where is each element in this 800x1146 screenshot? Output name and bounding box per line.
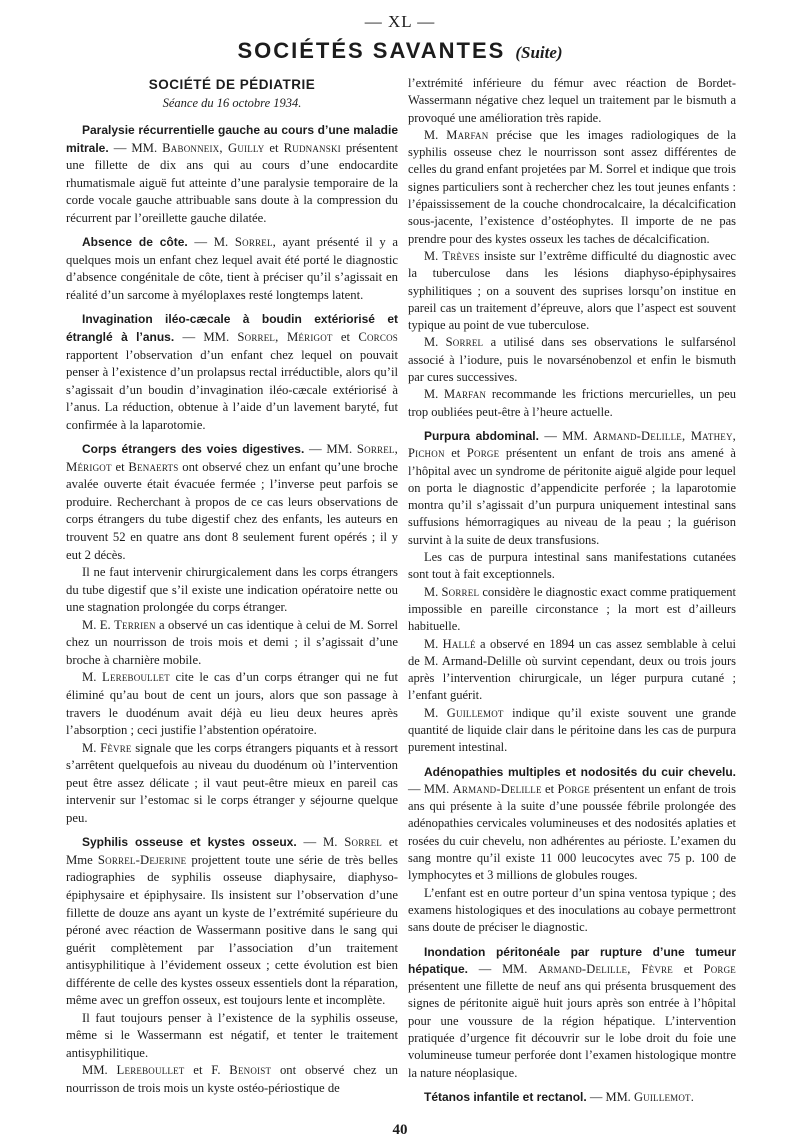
section-title: SOCIÉTÉS SAVANTES (237, 38, 506, 63)
author-name: Sorrel (344, 835, 383, 850)
body-text: précise que les images radiologiques de la syphilis osseuse chez le nourrisson sont assez différentes de celles du grand enfant projetées par M. Sorrel et indique que trois signes particuliers sont à rechercher chez les tout jeunes enfants : l’épaississement de la couche chondrocalcaire, la décalcification sous-jacente, l’existence d’ostéophytes. Il importe de ne pas prendre pour des kystes osseux les taches de décalcification. (408, 127, 736, 246)
session-date: Séance du 16 octobre 1934. (162, 96, 302, 110)
author-name: Trèves (442, 248, 480, 263)
body-text: — MM. (468, 961, 539, 976)
author-name: Marfan (446, 127, 489, 142)
section-paragraph (66, 311, 398, 434)
rubric-heading: Tétanos infantile et rectanol. (424, 1089, 587, 1104)
body-text: et (672, 961, 704, 976)
rubric-heading: Absence de côte. (82, 235, 188, 250)
rubric-heading: Adénopathies multiples et nodosités du cuir chevelu. (424, 764, 736, 779)
society-heading: SOCIÉTÉ DE PÉDIATRIE (148, 77, 316, 92)
body-text: cite le cas d’un corps étranger qui ne fut éliminé qu’au bout de cent un jours, alors que son passage à travers le duodénum avait déjà eu lieu deux heures après l’absorption ; ceci justifie l’abstention opératoire. (66, 670, 399, 738)
body-text: et F. (184, 1063, 230, 1078)
text-paragraph (408, 127, 736, 248)
text-paragraph (66, 740, 398, 828)
author-name: Benaerts (128, 459, 179, 474)
left-column (66, 76, 398, 1098)
author-name: Corcos (358, 330, 398, 345)
author-name: Guillemot (633, 1089, 691, 1104)
body-text: et (541, 781, 558, 796)
text-paragraph (408, 386, 736, 421)
body-text: et (332, 330, 359, 345)
body-text: Il ne faut intervenir chirurgicalement dans les corps étrangers du tube digestif que s’il existe une indication opératoire nette ou une stagnation prolongée du corps étranger. (66, 565, 398, 615)
body-text: M. (424, 705, 447, 720)
body-text: — M. (187, 235, 235, 250)
body-text: . (690, 1089, 694, 1104)
rubric-heading: Corps étrangers des voies digestives. (82, 442, 305, 457)
author-name: Armand-Delille, Mathey, Pichon (408, 428, 737, 461)
text-paragraph (408, 248, 736, 334)
right-column (408, 75, 736, 1106)
text-paragraph (408, 75, 736, 127)
author-name: Hallé (442, 636, 476, 651)
text-paragraph (408, 636, 736, 705)
body-text: M. (82, 670, 102, 685)
author-name: Sorrel (234, 235, 273, 250)
section-paragraph (66, 834, 398, 1009)
body-text: présentent un enfant de trois ans qui présente à la suite d’une poussée fébrile prolongée des adénopathies cervicales volumineuses et des nodosités aplaties et rosées du cuir chevelu, non adhérentes au périoste. L’examen du sang montre qu’il existe 11 000 leucocytes avec 75 p. 100 de lymphocytes et 3 millions de globules rouges. (408, 781, 736, 883)
section-paragraph (408, 944, 736, 1082)
body-text: projettent toute une série de très belles radiographies de syphilis osseuse diaphysaire, diaphyso-épiphysaire et épiphysaire. Ils insistent sur l’observation d’une fillette de douze ans ayant un kyste de l’extrémité supérieure du péroné avec réaction de Wassermann positive dans le sang qui guérit complètement par l’association d’un traitement antisyphilitique à l’évidement osseux ; cette évolution est bien différente de celle des kystes osseux essentiels dont la réparation, même avec un greffon osseux, est toujours lente et incomplète. (66, 852, 398, 1008)
rubric-heading: Syphilis osseuse et kystes osseux. (82, 835, 297, 850)
body-text: recommande les frictions mercurielles, un peu trop oubliées peut-être à l’heure actuelle. (408, 387, 736, 419)
body-text: présentent un enfant de trois ans amené à l’hôpital avec un syndrome de péritonite aiguë algide pour lequel on porta le diagnostic d’appendicite perforée ; la laparotomie montra qu’il s’agissait d’un purpura uniquement intestinal sans suffusions hémorragiques au niveau de la peau ; la guérison survint à la suite de deux transfusions. (408, 446, 736, 547)
text-paragraph (408, 549, 736, 584)
body-text: — MM. (538, 428, 593, 443)
body-text: MM. (82, 1063, 117, 1078)
body-text: — MM. (108, 140, 163, 155)
body-text: Il faut toujours penser à l’existence de la syphilis osseuse, même si le Wassermann est négatif, et tenter le traitement antisyphilitique. (66, 1010, 398, 1060)
body-text: a observé en 1894 un cas assez semblable à celui de M. Armand-Delille où survint cependant, deux ou trois jours après l’intervention chirurgicale, un léger purpura cutané ; l’enfant guérit. (408, 636, 736, 703)
author-name: Terrien (114, 617, 156, 632)
body-text: M. (424, 387, 444, 402)
body-text: insiste sur l’extrême difficulté du diagnostic avec la tuberculose dans les lésions diaphyso-épiphysaires syphilitiques ; on a souvent des suprises lorsqu’on institue en pareil cas un traitement d’épreuve, alors que l’aspect est souvent typique au point de vue tuberculose. (408, 248, 736, 333)
section-paragraph (408, 428, 736, 549)
body-text: — MM. (174, 330, 238, 345)
author-name: Sorrel (445, 335, 484, 350)
rubric-heading: Inondation péritonéale par rupture d’une tumeur hépatique. (408, 944, 736, 976)
page-number: 40 (392, 1122, 408, 1138)
section-paragraph (66, 441, 398, 564)
text-paragraph (66, 617, 398, 670)
body-text: signale que les corps étrangers piquants et à ressort s’arrêtent quelquefois au niveau du duodénum où l’intervention peut être assez délicate ; il vaut peut-être mieux en pareil cas intervenir sur l’estomac si le corps étranger y séjourne quelque peu. (66, 740, 398, 825)
text-paragraph (66, 564, 398, 617)
author-name: Benoist (229, 1063, 272, 1078)
body-text: — MM. (586, 1089, 634, 1104)
body-text: , ayant présenté il y a quelques mois un enfant chez lequel avait été porté le diagnostic d’absence congénitale de côte, tient à préciser qu’il s’agissait en réalité d’un sarcome à myéloplaxes resté longtemps latent. (66, 235, 399, 302)
body-text: a utilisé dans ses observations le sulfarsénol associé à l’iodure, puis le novarsénobenzol et enfin le bismuth par cures successives. (408, 335, 736, 385)
author-name: Babonneix, Guilly (162, 140, 265, 155)
author-name: Porge (466, 446, 500, 461)
body-text: M. (424, 335, 446, 350)
body-text: indique qu’il existe souvent une grande quantité de liquide clair dans le péritoine dans les cas de purpura purement intestinal. (408, 705, 736, 755)
author-name: Armand-Delille (452, 781, 542, 796)
body-text: ont observé chez un nourrisson de trois mois un kyste ostéo-périostique de (66, 1063, 398, 1095)
body-text: a observé un cas identique à celui de M. Sorrel chez un nourrisson de trois mois et demi ; il s’agissait d’une broche à charnière mobile. (66, 617, 399, 667)
body-text: l’extrémité inférieure du fémur avec réaction de Bordet-Wassermann négative chez lequel un traitement par le bismuth a provoqué une amélioration très rapide. (408, 76, 736, 125)
text-paragraph (408, 705, 736, 757)
body-text: présentent une fillette de neuf ans qui présenta brusquement des signes de péritonite aiguë huit jours après son entrée à l’hôpital pour une voussure de la région hépatique. L’intervention pratiquée d’urgence fit découvrir sur le lobe droit du foie une volumineuse tumeur perforée dont l’examen histologique montre la nature néoplasique. (408, 979, 736, 1080)
body-text: — MM. (408, 781, 453, 796)
author-name: Lereboullet (102, 670, 170, 685)
author-name: Rudnanski (283, 140, 341, 155)
rubric-heading: Paralysie récurrentielle gauche au cours d’une maladie mitrale. (66, 123, 398, 155)
body-text: présentent une fillette de dix ans qui au cours d’une endocardite rhumatismale aiguë fut atteinte d’une paralysie temporaire de la corde vocale gauche attribuable sans doute à la compression du récurrent par l’oreillette gauche dilatée. (66, 140, 398, 225)
author-name: Porge (703, 961, 736, 976)
text-paragraph (66, 1010, 398, 1063)
body-text: M. (424, 584, 442, 599)
body-text: ont observé chez un enfant qu’une broche avalée ouverte était évacuée fermée ; l’inverse peut parfois se produire. Recherchant à propos de ce cas leurs observations de corps étrangers du tube digestif chez des enfants, les auteurs en trouvent 52 en quatre ans dont 8 seulement furent opérés ; il y eut 2 décès. (66, 459, 398, 562)
author-name: Sorrel, Mérigot (237, 330, 333, 345)
body-text: M. (424, 127, 447, 142)
page-folio: — XL — (364, 12, 436, 31)
section-paragraph (408, 764, 736, 885)
author-name: Armand-Delille, Fèvre (538, 961, 673, 976)
body-text: et Mme (66, 835, 398, 867)
section-title-suite: (Suite) (515, 43, 563, 62)
author-name: Fèvre (100, 740, 132, 755)
body-text: et (111, 459, 129, 474)
body-text: — MM. (304, 442, 357, 457)
author-name: Lereboullet (116, 1063, 185, 1078)
body-text: — M. (296, 835, 345, 850)
text-paragraph (408, 584, 736, 636)
body-text: Les cas de purpura intestinal sans manifestations cutanées sont tout à fait exceptionnels. (408, 550, 736, 582)
text-paragraph (408, 885, 736, 937)
body-text: L’enfant est en outre porteur d’un spina ventosa typique ; des examens histologiques et des inoculations au cobaye permettront sans doute de préciser le diagnostic. (408, 885, 736, 935)
author-name: Guillemot (446, 705, 504, 720)
body-text: considère le diagnostic exact comme pratiquement impossible en pareille circonstance ; la mort est d’ailleurs habituelle. (408, 584, 736, 634)
text-paragraph (66, 1062, 398, 1097)
text-paragraph (408, 334, 736, 386)
body-text: et (264, 140, 284, 155)
body-text: M. (424, 248, 443, 263)
body-text: et (444, 446, 467, 461)
author-name: Sorrel, Mérigot (66, 442, 398, 474)
body-text: M. (424, 636, 443, 651)
body-text: rapportent l’observation d’un enfant chez lequel on pouvait penser à l’existence d’un prolapsus rectal irréductible, alors qu’il s’agissait d’un boudin d’invagination iléo-cæcale extériorisé à l’anus. La réduction, obtenue à l’aide d’un lavement baryté, fut confirmée à la laparotomie. (66, 347, 398, 432)
author-name: Porge (557, 781, 590, 796)
body-text: M. (82, 740, 101, 755)
rubric-heading: Invagination iléo-cæcale à boudin extériorisé et étranglé à l’anus. (66, 312, 398, 345)
section-paragraph (408, 1089, 736, 1106)
rubric-heading: Purpura abdominal. (424, 428, 539, 443)
section-paragraph (66, 234, 398, 304)
body-text: M. E. (82, 617, 115, 632)
section-paragraph (66, 122, 398, 227)
author-name: Sorrel (441, 584, 480, 599)
author-name: Sorrel-Dejerine (97, 852, 187, 867)
author-name: Marfan (443, 387, 487, 402)
text-paragraph (66, 669, 398, 739)
page-title (0, 38, 800, 64)
